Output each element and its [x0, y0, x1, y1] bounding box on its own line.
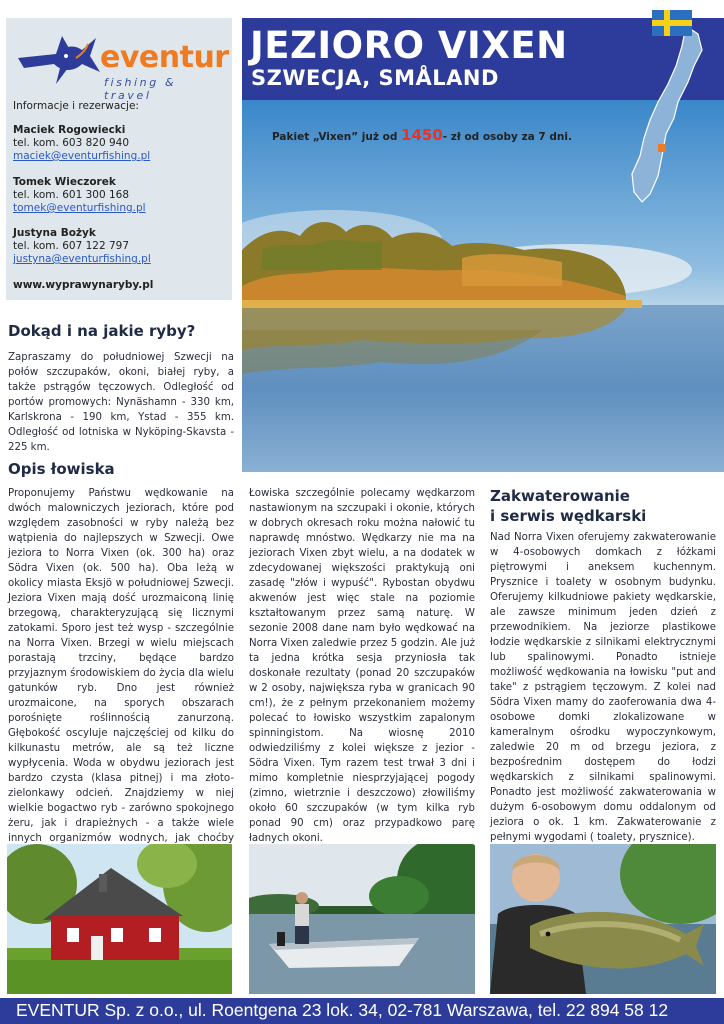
section-title-where: Dokąd i na jakie ryby?: [8, 322, 196, 340]
brand-tagline: fishing & travel: [104, 76, 177, 102]
offer-line: [272, 126, 572, 144]
contact-person: [13, 227, 151, 266]
offer-price: 1450: [401, 126, 443, 144]
angler-with-pike-photo: [490, 844, 716, 994]
footer-band: [0, 998, 724, 1024]
fishery-text-col1: Proponujemy Państwu wędkowanie na dwóch malowniczych jeziorach, które pod względem zasobności w ryby należą bez wątpienia do najlepszych w Szwecji. Owe jeziora to Norra Vixen (ok. 300 ha) oraz Södra Vixen (ok. 500 ha). Oba leżą w okolicy miasta Eksjö w południowej Szwecji. Jeziora Vixen mają dość urozmaiconą linię brzegową, charakteryzującą się licznymi zatokami. Sporo jest też wysp - szczególnie na Norra Vixen. Brzegi w wielu miejscach porastają trzciny, będące bardzo przyjaznym środowiskiem do życia dla wielu gatunków ryb. Dno jest również urozmaicone, na sporych obszarach porośnięte roślinnością zanurzoną. Głębokość oscyluje najczęściej od kilku do kilkunastu metrów, ale są też liczne wypłycenia. Woda w obydwu jeziorach jest bardzo czysta (klasa pitnej) i ma złoto-zielonkawy odcień. Znajdziemy w niej wielkie bogactwo ryb - zarówno spokojnego żeru, jak i drapieżnych - a także wiele innych organizmów wodnych, jak choćby: [8, 488, 234, 844]
person-phone: tel. kom. 601 300 168: [13, 189, 130, 201]
person-email-link[interactable]: tomek@eventurfishing.pl: [13, 202, 146, 214]
contact-person: [13, 124, 150, 163]
contact-intro: Informacje i rezerwacje:: [13, 100, 139, 112]
lodging-title-line1: Zakwaterowanie: [490, 487, 630, 505]
offer-suffix: - zł od osoby za 7 dni.: [442, 131, 572, 143]
person-email-link[interactable]: maciek@eventurfishing.pl: [13, 150, 151, 162]
person-name: Maciek Rogowiecki: [13, 124, 126, 136]
person-email-link[interactable]: justyna@eventurfishing.pl: [13, 253, 151, 265]
contact-box: [6, 18, 232, 300]
section-title-fishery: Opis łowiska: [8, 460, 115, 478]
brand-logo: [16, 26, 229, 102]
fishery-text-col2: Łowiska szczególnie polecamy wędkarzom nastawionym na szczupaki i okonie, których w dobrych okresach roku można nałowić tu naprawdę mnóstwo. Wędkarzy nie ma na jeziorach Vixen zbyt wielu, a na dodatek w zdecydowanej większości praktykują oni zasadę "złów i wypuść". Rybostan obydwu akwenów jest więc stale na poziomie kształtowanym przez samą naturę. W sezonie 2008 dane nam było wędkować na Norra Vixen zaledwie przez 5 godzin. Ale już ta jedna krótka sesja przyniosła tak doskonałe rezultaty (ponad 20 szczupaków w 2 osoby, największa ryba w granicach 90 cm!), że z pełnym przekonaniem możemy polecać to łowisko wszystkim zapalonym spinningistom. Na wiosnę 2010 odwiedziliśmy z kolei większe z jezior - Södra Vixen. Tym razem test trwał 3 dni i mimo kompletnie niesprzyjającej pogody (zimno, wietrznie i deszczowo) złowiliśmy około 60 szczupaków (w tym kilka ryb ponad 90 cm) oraz przypadkowo parę ładnych okoni.: [249, 488, 475, 844]
offer-prefix: Pakiet „Vixen” już od: [272, 131, 402, 143]
footer-address: EVENTUR Sp. z o.o., ul. Roentgena 23 lok. 34, 02-781 Warszawa, tel. 22 894 58 12: [16, 1000, 669, 1020]
person-phone: tel. kom. 607 122 797: [13, 240, 130, 252]
page-title: JEZIORO VIXEN: [250, 24, 568, 67]
where-text: Zapraszamy do południowej Szwecji na połów szczupaków, okoni, białej ryby, a także pstrągów tęczowych. Odległość od portów promowych: Nynäshamn - 330 km, Karlskrona - 190 km, Ystad - 355 km. Odległość od lotniska w Nyköping-Skavsta - 225 km.: [8, 352, 234, 453]
sweden-flag-icon: [652, 10, 692, 36]
marlin-icon: [16, 28, 102, 94]
contact-person: [13, 176, 146, 215]
brand-name: eventur: [100, 40, 229, 75]
person-name: Justyna Bożyk: [13, 227, 96, 239]
sweden-map: [628, 6, 722, 206]
lodging-text: Nad Norra Vixen oferujemy zakwaterowanie w 4-osobowych domkach z łóżkami piętrowymi i aneksem kuchennym. Prysznice i toalety w osobnym budynku. Oferujemy kilkudniowe pakiety wędkarskie, ale zawsze minimum jeden dzień z przewodnikiem. Na jeziorze plastikowe łodzie wędkarskie z silnikami elektrycznymi lub spalinowymi. Ponadto istnieje możliwość wędkowania na łowisku "put and take" z pstrągiem tęczowym. Z kolei nad Södra Vixen mamy do zaoferowania dwa 4-osobowe domki zlokalizowane w kameralnym ośrodku wypoczynkowym, zaledwie 20 m od brzegu jeziora, z bezpośrednim dostępem do łodzi wędkarskich z silnikami spalinowymi. Ponadto jest możliwość zakwaterowania w dużym 6-osobowym domu oddalonym od jeziora o ok. 1 km. Zakwaterowanie z pełnymi wygodami ( toalety, prysznice).: [490, 532, 716, 843]
lodging-title-line2: i serwis wędkarski: [490, 507, 647, 525]
website-link[interactable]: www.wyprawynaryby.pl: [13, 279, 154, 291]
page-subtitle: SZWECJA, SMÅLAND: [251, 66, 499, 90]
red-cottage-photo: [7, 844, 232, 994]
section-title-lodging: [490, 486, 646, 526]
person-name: Tomek Wieczorek: [13, 176, 116, 188]
location-marker: [658, 144, 666, 152]
boat-angler-photo: [249, 844, 475, 994]
person-phone: tel. kom. 603 820 940: [13, 137, 130, 149]
